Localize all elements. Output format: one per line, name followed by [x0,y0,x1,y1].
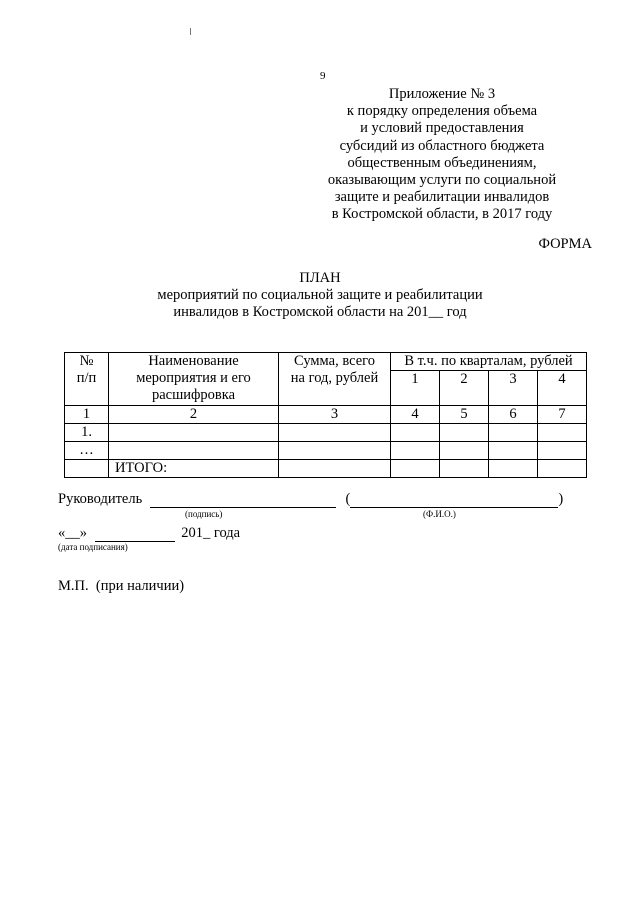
signature-label: Руководитель [58,491,143,507]
date-month-line [95,527,175,542]
column-number: 2 [109,406,279,424]
total-label: ИТОГО: [109,460,279,478]
header-name: Наименование мероприятия и его расшифровка [109,353,279,406]
header-quarters-group: В т.ч. по кварталам, рублей [391,353,587,371]
cell [489,442,538,460]
stamp-place: М.П. (при наличии) [58,578,185,594]
date-year: 201_ года [181,525,241,541]
document-subtitle [0,287,640,321]
date-caption: (дата подписания) [58,542,128,552]
row-name [109,442,279,460]
appendix-line: субсидий из областного бюджета [339,137,545,154]
fio-line [350,493,558,508]
header-quarter: 1 [391,371,440,406]
appendix-line: в Костромской области, в 2017 году [331,206,553,223]
date-day: «__» [58,525,87,541]
document-title: ПЛАН [299,270,341,286]
appendix-line: Приложение № 3 [388,86,496,102]
column-number: 1 [65,406,109,424]
column-number: 3 [279,406,391,424]
fio-close-paren: ) [558,491,564,507]
column-number-row [65,406,587,424]
column-number: 5 [440,406,489,424]
subtitle-line: инвалидов в Костромской области на 201__ год [173,304,467,320]
appendix-line: к порядку определения объема [346,103,538,120]
appendix-line: и условий предоставления [360,120,524,137]
header-quarter: 3 [489,371,538,406]
cell [391,442,440,460]
cell [489,460,538,478]
table-row [65,424,587,442]
cell [440,442,489,460]
scan-mark [190,28,191,35]
date-row [58,525,240,542]
header-no: № п/п [65,353,109,406]
subtitle-line: мероприятий по социальной защите и реабилитации [157,287,483,303]
fio-open-paren: ( [345,491,351,507]
row-name [109,424,279,442]
page-number: 9 [320,70,326,82]
form-label: ФОРМА [538,236,592,252]
column-number: 4 [391,406,440,424]
fio-caption: (Ф.И.О.) [423,509,456,519]
table-row [65,442,587,460]
cell [440,460,489,478]
cell [489,424,538,442]
row-number: 1. [65,424,109,442]
row-number: … [65,442,109,460]
signature-line [150,493,336,508]
cell [279,442,391,460]
appendix-line: защите и реабилитации инвалидов [334,189,550,206]
cell [279,424,391,442]
cell [440,424,489,442]
header-quarter: 4 [538,371,587,406]
cell [538,442,587,460]
column-number: 7 [538,406,587,424]
cell [391,424,440,442]
row-number [65,460,109,478]
cell [279,460,391,478]
appendix-block [292,86,592,224]
cell [538,460,587,478]
header-sum: Сумма, всего на год, рублей [279,353,391,406]
cell [391,460,440,478]
header-quarter: 2 [440,371,489,406]
header-row [65,353,587,371]
signature-caption: (подпись) [185,509,223,519]
cell [538,424,587,442]
column-number: 6 [489,406,538,424]
signature-row [58,491,563,508]
appendix-line: оказывающим услуги по социальной [327,172,557,189]
appendix-line: общественным объединениям, [347,154,537,171]
total-row [65,460,587,478]
plan-table [64,352,587,478]
